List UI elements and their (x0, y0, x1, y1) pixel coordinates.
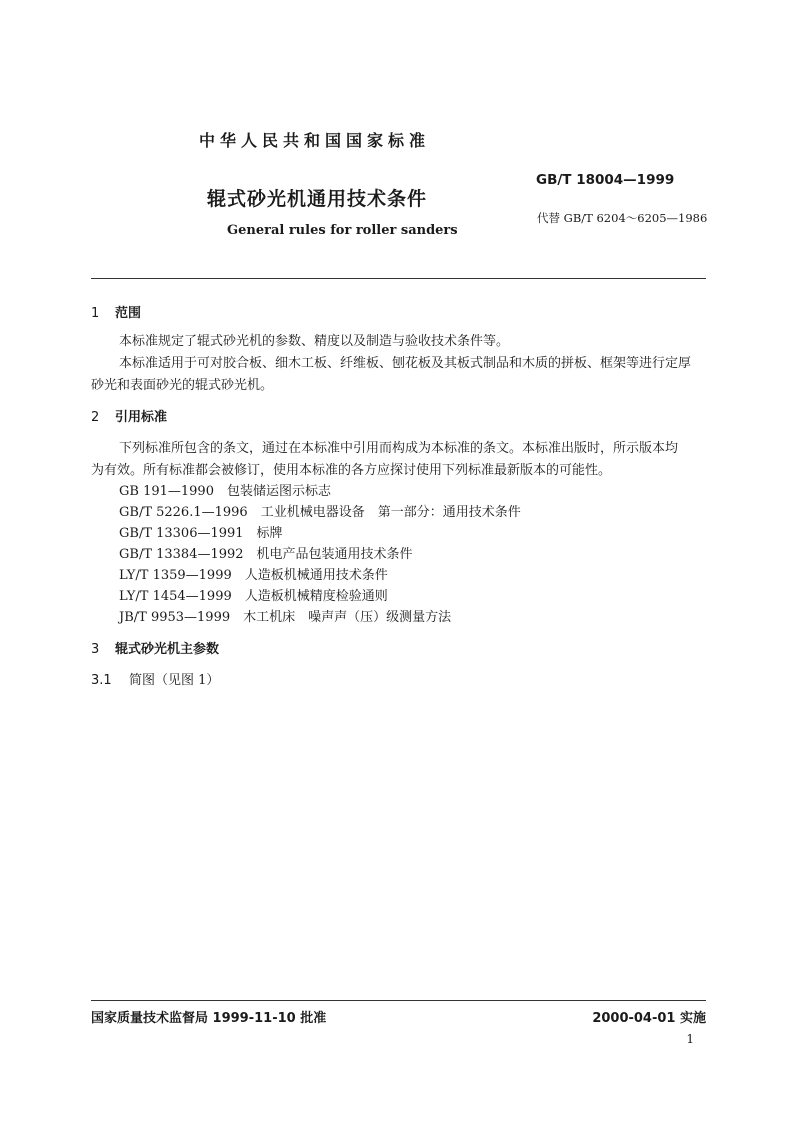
reference-item: GB/T 13384—1992 机电产品包装通用技术条件 (119, 547, 413, 562)
section-number: 2 (91, 410, 100, 425)
paragraph-line: 砂光和表面砂光的辊式砂光机。 (91, 378, 274, 393)
paragraph-line: 本标准规定了辊式砂光机的参数、精度以及制造与验收技术条件等。 (119, 334, 510, 349)
section-1-heading (91, 302, 141, 321)
page-number: 1 (686, 1032, 694, 1046)
section-title: 范围 (115, 306, 142, 321)
reference-item: JB/T 9953—1999 木工机床 噪声声（压）级测量方法 (119, 610, 452, 625)
section-number: 1 (91, 306, 100, 321)
header-divider (91, 278, 706, 279)
reference-item: GB/T 13306—1991 标牌 (119, 526, 283, 541)
subsection-text: 简图（见图 1） (129, 673, 220, 688)
english-title: General rules for roller sanders (227, 223, 458, 238)
subsection-number: 3.1 (91, 673, 112, 688)
national-standard-title: 中华人民共和国国家标准 (199, 131, 431, 150)
section-2-heading (91, 406, 167, 425)
subsection-3-1 (91, 669, 219, 688)
document-title: 辊式砂光机通用技术条件 (207, 188, 428, 210)
reference-item: GB 191—1990 包装储运图示标志 (119, 484, 331, 499)
replaces-note: 代替 GB/T 6204～6205—1986 (537, 211, 708, 225)
section-3-heading (91, 638, 219, 657)
paragraph-line: 下列标准所包含的条文，通过在本标准中引用而构成为本标准的条文。本标准出版时，所示版本均 (119, 441, 679, 456)
section-title: 引用标准 (115, 410, 168, 425)
section-title: 辊式砂光机主参数 (115, 642, 220, 657)
footer-divider (91, 1000, 706, 1001)
paragraph-line: 本标准适用于可对胶合板、细木工板、纤维板、刨花板及其板式制品和木质的拼板、框架等进行定厚 (119, 356, 692, 371)
reference-item: LY/T 1359—1999 人造板机械通用技术条件 (119, 568, 388, 583)
implementation-date: 2000-04-01 实施 (592, 1011, 706, 1026)
section-number: 3 (91, 642, 100, 657)
standard-number: GB/T 18004—1999 (536, 172, 675, 188)
paragraph-line: 为有效。所有标准都会被修订，使用本标准的各方应探讨使用下列标准最新版本的可能性。 (91, 463, 612, 478)
approval-note: 国家质量技术监督局 1999-11-10 批准 (91, 1011, 327, 1026)
reference-item: LY/T 1454—1999 人造板机械精度检验通则 (119, 589, 388, 604)
reference-item: GB/T 5226.1—1996 工业机械电器设备 第一部分：通用技术条件 (119, 505, 521, 520)
